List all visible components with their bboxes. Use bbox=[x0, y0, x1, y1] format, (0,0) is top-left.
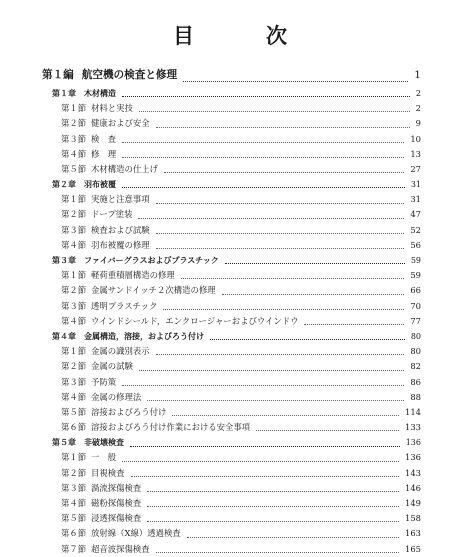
toc-section-row[interactable] bbox=[0, 405, 460, 420]
toc-entry-title: ファイバーグラスおよびプラスチック bbox=[84, 256, 219, 266]
toc-entry-label bbox=[61, 511, 141, 526]
toc-page-number: 82 bbox=[410, 361, 421, 372]
toc-chapter-row[interactable] bbox=[0, 253, 460, 268]
toc-page-number: 2 bbox=[415, 103, 421, 114]
toc-page-number: 59 bbox=[410, 256, 421, 266]
title-char-2: 次 bbox=[266, 24, 287, 48]
toc-page-number: 2 bbox=[415, 88, 421, 98]
dot-leader bbox=[304, 324, 404, 325]
toc-page-number: 47 bbox=[410, 209, 421, 220]
toc-entry-label bbox=[61, 359, 133, 374]
dot-leader bbox=[122, 96, 410, 97]
toc-part-row[interactable] bbox=[0, 64, 460, 86]
toc-entry-label bbox=[52, 435, 124, 450]
toc-entry-label bbox=[52, 177, 116, 192]
dot-leader bbox=[183, 81, 408, 82]
toc-page-number: 31 bbox=[410, 194, 421, 205]
dot-leader bbox=[156, 354, 405, 355]
dot-leader bbox=[147, 506, 399, 507]
toc-entry-number: 第１節 bbox=[61, 103, 87, 114]
toc-entry-label bbox=[61, 101, 133, 116]
dot-leader bbox=[172, 415, 399, 416]
toc-entry-number: 第３節 bbox=[61, 300, 87, 311]
toc-page-number: 13 bbox=[410, 148, 421, 159]
toc-entry-number: 第５章 bbox=[52, 438, 76, 448]
dot-leader bbox=[256, 430, 399, 431]
toc-page-number: 158 bbox=[405, 513, 421, 524]
toc-entry-number: 第２節 bbox=[61, 361, 87, 372]
toc-section-row[interactable] bbox=[0, 481, 460, 496]
toc-entry-label bbox=[61, 192, 150, 207]
toc-entry-title: 放射線（X線）透過検査 bbox=[91, 528, 181, 539]
dot-leader bbox=[122, 461, 399, 462]
toc-entry-title: 金属の試験 bbox=[91, 361, 133, 372]
toc-entry-number: 第４節 bbox=[61, 148, 87, 159]
toc-entry-number: 第１節 bbox=[61, 270, 87, 281]
toc-page-number: 10 bbox=[410, 133, 421, 144]
toc-entry-title: 羽布被覆の修理 bbox=[91, 239, 150, 250]
toc-entry-number: 第１章 bbox=[52, 88, 76, 98]
toc-entry-number: 第２節 bbox=[61, 467, 87, 478]
toc-entry-title: 軽荷重積層構造の修理 bbox=[91, 270, 175, 281]
toc-entry-label bbox=[61, 162, 158, 177]
toc-section-row[interactable] bbox=[0, 390, 460, 405]
dot-leader bbox=[181, 278, 405, 279]
toc-page-number: 143 bbox=[405, 467, 421, 478]
toc-entry-title: 超音波探傷検査 bbox=[91, 543, 150, 554]
toc-entry-number: 第５節 bbox=[61, 406, 87, 417]
toc-entry-number: 第３章 bbox=[52, 256, 76, 266]
toc-entry-title: 検査および試験 bbox=[91, 224, 150, 235]
toc-section-row[interactable] bbox=[0, 451, 460, 466]
toc-entry-title: 修 理 bbox=[91, 148, 117, 159]
toc-entry-label bbox=[61, 314, 298, 329]
toc-page-number: 146 bbox=[405, 482, 421, 493]
toc-entry-title: 金属の識別表示 bbox=[91, 346, 150, 357]
dot-leader bbox=[225, 263, 405, 264]
dot-leader bbox=[147, 521, 399, 522]
toc-section-row[interactable] bbox=[0, 116, 460, 131]
toc-chapter-row[interactable] bbox=[0, 177, 460, 192]
dot-leader bbox=[139, 370, 404, 371]
toc-entry-label bbox=[61, 116, 150, 131]
toc-entry-title: 磁粉探傷検査 bbox=[91, 498, 142, 509]
toc-entry-label bbox=[61, 405, 166, 420]
toc-entry-number: 第２節 bbox=[61, 285, 87, 296]
toc-page-number: 80 bbox=[410, 331, 421, 341]
toc-entry-label bbox=[61, 526, 181, 541]
dot-leader bbox=[139, 111, 410, 112]
dot-leader bbox=[147, 400, 404, 401]
toc-entry-label bbox=[61, 466, 125, 481]
dot-leader bbox=[131, 476, 400, 477]
toc-section-row[interactable] bbox=[0, 223, 460, 238]
toc-entry-title: 木材構造の仕上げ bbox=[91, 163, 158, 174]
dot-leader bbox=[122, 187, 405, 188]
title-char-1: 目 bbox=[173, 24, 194, 48]
toc-entry-title: 溶接およびろう付け作業における安全事項 bbox=[91, 422, 251, 433]
toc-entry-number: 第２章 bbox=[52, 180, 76, 190]
toc-section-row[interactable] bbox=[0, 511, 460, 526]
toc-entry-title: 木材構造 bbox=[84, 88, 116, 98]
toc-section-row[interactable] bbox=[0, 283, 460, 298]
toc-section-row[interactable] bbox=[0, 101, 460, 116]
toc-section-row[interactable] bbox=[0, 132, 460, 147]
toc-entry-number: 第４節 bbox=[61, 315, 87, 326]
toc-page-number: 114 bbox=[405, 406, 421, 417]
toc-entry-title: 金属構造，溶接，およびろう付け bbox=[84, 331, 204, 341]
toc-page-number: 27 bbox=[410, 163, 421, 174]
toc-entry-label bbox=[61, 268, 175, 283]
toc-entry-title: 溶接およびろう付け bbox=[91, 406, 167, 417]
toc-entry-title: 材料と実技 bbox=[91, 103, 133, 114]
toc-page-number: 31 bbox=[410, 180, 421, 190]
toc-entry-number: 第２節 bbox=[61, 209, 87, 220]
dot-leader bbox=[122, 157, 404, 158]
toc-section-row[interactable] bbox=[0, 375, 460, 390]
dot-leader bbox=[156, 127, 410, 128]
toc-entry-title: 渦流探傷検査 bbox=[91, 482, 142, 493]
toc-entry-number: 第１節 bbox=[61, 452, 87, 463]
toc-entry-title: 目視検査 bbox=[91, 467, 125, 478]
toc-entry-number: 第３節 bbox=[61, 224, 87, 235]
dot-leader bbox=[163, 309, 404, 310]
toc-entry-label bbox=[61, 238, 150, 253]
toc-section-row[interactable] bbox=[0, 238, 460, 253]
toc-entry-number: 第５節 bbox=[61, 513, 87, 524]
toc-entry-title: 金属サンドイッチ２次構造の修理 bbox=[91, 285, 216, 296]
toc-section-row[interactable] bbox=[0, 299, 460, 314]
table-of-contents bbox=[0, 64, 460, 557]
toc-page-number: 149 bbox=[405, 498, 421, 509]
dot-leader bbox=[156, 233, 405, 234]
toc-entry-title: 羽布被覆 bbox=[84, 180, 116, 190]
toc-entry-label bbox=[61, 223, 150, 238]
toc-page-number: 1 bbox=[414, 69, 421, 81]
toc-entry-label bbox=[61, 147, 116, 162]
toc-page-number: 136 bbox=[405, 452, 421, 463]
toc-entry-title: 透明プラスチック bbox=[91, 300, 158, 311]
toc-entry-title: 健康および安全 bbox=[91, 118, 150, 129]
toc-entry-number: 第４章 bbox=[52, 331, 76, 341]
dot-leader bbox=[156, 203, 405, 204]
toc-section-row[interactable] bbox=[0, 344, 460, 359]
toc-section-row[interactable] bbox=[0, 496, 460, 511]
toc-entry-label bbox=[52, 86, 116, 101]
toc-entry-label bbox=[61, 420, 250, 435]
toc-entry-number: 第６節 bbox=[61, 422, 87, 433]
toc-page-number: 70 bbox=[410, 300, 421, 311]
dot-leader bbox=[222, 294, 405, 295]
toc-entry-label bbox=[61, 283, 216, 298]
toc-entry-label bbox=[61, 542, 150, 557]
toc-page-number: 66 bbox=[410, 285, 421, 296]
toc-chapter-row[interactable] bbox=[0, 86, 460, 101]
toc-section-row[interactable] bbox=[0, 526, 460, 541]
toc-section-row[interactable] bbox=[0, 314, 460, 329]
dot-leader bbox=[138, 218, 404, 219]
toc-section-row[interactable] bbox=[0, 162, 460, 177]
toc-entry-number: 第６節 bbox=[61, 528, 87, 539]
dot-leader bbox=[187, 537, 399, 538]
toc-section-row[interactable] bbox=[0, 268, 460, 283]
toc-entry-label bbox=[52, 329, 204, 344]
toc-entry-label bbox=[61, 450, 116, 465]
dot-leader bbox=[130, 446, 400, 447]
toc-entry-number: 第４節 bbox=[61, 391, 87, 402]
toc-entry-label bbox=[42, 64, 177, 86]
toc-entry-number: 第５節 bbox=[61, 163, 87, 174]
page-title bbox=[0, 20, 460, 50]
toc-entry-number: 第１節 bbox=[61, 346, 87, 357]
toc-section-row[interactable] bbox=[0, 147, 460, 162]
toc-entry-number: 第１編 bbox=[42, 69, 74, 81]
toc-entry-title: ドープ塗装 bbox=[91, 209, 133, 220]
toc-entry-label bbox=[61, 390, 141, 405]
toc-chapter-row[interactable] bbox=[0, 435, 460, 450]
toc-entry-title: 予防策 bbox=[91, 376, 117, 387]
toc-entry-title: 検 査 bbox=[91, 133, 117, 144]
toc-entry-label bbox=[61, 207, 132, 222]
toc-page-number: 9 bbox=[415, 118, 421, 129]
toc-entry-label bbox=[61, 344, 150, 359]
toc-entry-label bbox=[52, 253, 219, 268]
toc-section-row[interactable] bbox=[0, 420, 460, 435]
toc-entry-number: 第１節 bbox=[61, 194, 87, 205]
toc-entry-number: 第４節 bbox=[61, 239, 87, 250]
toc-entry-label bbox=[61, 299, 157, 314]
toc-page-number: 88 bbox=[410, 391, 421, 402]
toc-entry-number: 第２節 bbox=[61, 118, 87, 129]
toc-entry-number: 第７節 bbox=[61, 543, 87, 554]
toc-entry-number: 第３節 bbox=[61, 376, 87, 387]
toc-entry-title: 金属の修理法 bbox=[91, 391, 142, 402]
toc-section-row[interactable] bbox=[0, 208, 460, 223]
toc-entry-label bbox=[61, 496, 141, 511]
toc-section-row[interactable] bbox=[0, 359, 460, 374]
toc-page-number: 80 bbox=[410, 346, 421, 357]
dot-leader bbox=[147, 491, 399, 492]
toc-page-number: 52 bbox=[410, 224, 421, 235]
toc-page-number: 133 bbox=[405, 422, 421, 433]
dot-leader bbox=[210, 339, 405, 340]
toc-entry-title: 実施と注意事項 bbox=[91, 194, 150, 205]
toc-section-row[interactable] bbox=[0, 542, 460, 557]
toc-chapter-row[interactable] bbox=[0, 329, 460, 344]
toc-page-number: 77 bbox=[410, 315, 421, 326]
toc-entry-label bbox=[61, 481, 141, 496]
toc-section-row[interactable] bbox=[0, 466, 460, 481]
dot-leader bbox=[122, 142, 404, 143]
toc-entry-title: ウインドシールド，エンクロージャーおよびウインドウ bbox=[91, 315, 299, 326]
toc-entry-number: 第３節 bbox=[61, 482, 87, 493]
toc-entry-number: 第３節 bbox=[61, 133, 87, 144]
toc-entry-title: 航空機の検査と修理 bbox=[81, 69, 178, 81]
dot-leader bbox=[122, 385, 404, 386]
toc-entry-label bbox=[61, 375, 116, 390]
toc-page-number: 56 bbox=[410, 239, 421, 250]
toc-page-number: 136 bbox=[405, 438, 421, 448]
toc-entry-title: 非破壊検査 bbox=[84, 438, 124, 448]
toc-page-number: 165 bbox=[405, 543, 421, 554]
toc-entry-number: 第４節 bbox=[61, 498, 87, 509]
toc-section-row[interactable] bbox=[0, 192, 460, 207]
toc-page-number: 59 bbox=[410, 270, 421, 281]
toc-entry-title: 浸透探傷検査 bbox=[91, 513, 142, 524]
dot-leader bbox=[156, 248, 405, 249]
toc-entry-label bbox=[61, 132, 116, 147]
dot-leader bbox=[164, 172, 404, 173]
toc-page-number: 86 bbox=[410, 376, 421, 387]
toc-entry-title: 一 般 bbox=[91, 452, 117, 463]
toc-page-number: 163 bbox=[405, 528, 421, 539]
